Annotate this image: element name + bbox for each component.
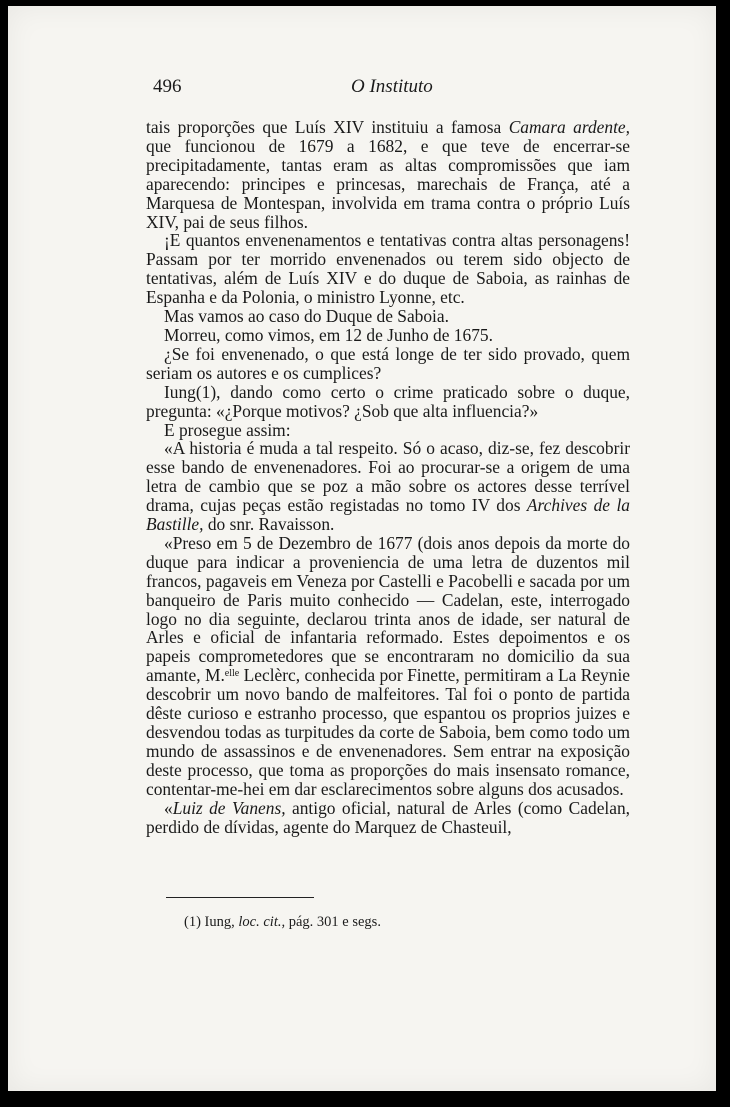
text-run: tais proporções que Luís XIV instituiu a famosa [146,117,509,137]
text-run: que funcionou de 1679 a 1682, e que teve de encerrar-se precipitadamente, tantas eram as altas compromissões que iam aparecendo: principes e princesas, marechais de França, até a Marquesa de Montespan, involvida em trama contra o próprio Luís XIV, pai de seus filhos. [146,135,630,232]
footnote-divider [166,897,314,898]
italic-name: Luiz de Vanens, [172,797,286,818]
paragraph: ¿Se foi envenenado, o que está longe de ter sido provado, quem seriam os autores e os cumplices? [146,343,630,383]
paragraph [146,118,630,231]
text-run: «Preso em 5 de Dezembro de 1677 (dois anos depois da morte do duque para indicar a proveniencia de uma letra de duzentos mil francos, pagaveis em Veneza por Castelli e Pacobelli e sacada por um banqueiro de Paris muito conhecido — Cadelan, este, interrogado logo no dia seguinte, declarou trinta anos de idade, ser natural de Arles e oficial de infantaria reformado. Estes depoimentos e os papeis comprometedores que se encontraram no domicilio da sua amante, M. [146,532,630,686]
page-number: 496 [153,76,182,97]
text-run: Leclèrc, conhecida por Finette, permitiram a La Reynie descobrir um novo bando de malfeitores. Tal foi o ponto de partida dêste curioso e estranho processo, que espantou os proprios juizes e desvendou todas as turpitudes da corte de Saboia, bem como todo um mundo de assassinos e de envenenadores. Sem entrar na exposição deste processo, que toma as proporções do mais insensato romance, contentar-me-hei em dar esclarecimentos sobre alguns dos acusados. [146,665,630,799]
paragraph [146,534,630,799]
footnote-ref: pág. 301 e segs. [288,914,381,930]
page-header [153,76,633,102]
paragraph: ¡E quantos envenenamentos e tentativas contra altas personagens! Passam por ter morrido envenenados ou terem sido objecto de tentativas, além de Luís XIV e do duque de Saboia, as rainhas de Espanha e da Polonia, o ministro Lyonne, etc. [146,230,630,308]
body-text [146,118,630,836]
text-run: do snr. Ravaisson. [203,514,335,535]
document-page [8,6,716,1091]
text-run: « [164,797,173,818]
paragraph: E prosegue assim: [164,419,291,440]
paragraph: Morreu, como vimos, em 12 de Junho de 1675. [164,324,493,345]
paragraph: Mas vamos ao caso do Duque de Saboia. [164,306,449,327]
footnote-marker: (1) [184,914,201,930]
italic-term: Camara ardente, [508,117,630,137]
superscript: elle [224,668,240,680]
paragraph: Iung(1), dando como certo o crime praticado sobre o duque, pregunta: «¿Porque motivos? ¿Sob que alta influencia?» [146,381,630,421]
paragraph [146,799,630,837]
footnote [184,914,604,931]
text-run: antigo oficial, natural de Arles (como Cadelan, perdido de dívidas, agente do Marquez de Chasteuil, [146,797,631,837]
running-head: O Instituto [351,76,433,97]
paragraph [146,439,630,534]
text-run: «A historia é muda a tal respeito. Só o acaso, diz-se, fez descobrir esse bando de envenenadores. Foi ao procurar-se a origem de uma letra de cambio que se poz a mão sobre os actores desse terrível drama, cujas peças estão registadas no tomo IV dos [146,438,630,516]
footnote-loc: loc. cit., [238,914,286,930]
footnote-author: Iung, [204,914,235,930]
italic-title: Archives de la Bastille, [146,495,630,535]
